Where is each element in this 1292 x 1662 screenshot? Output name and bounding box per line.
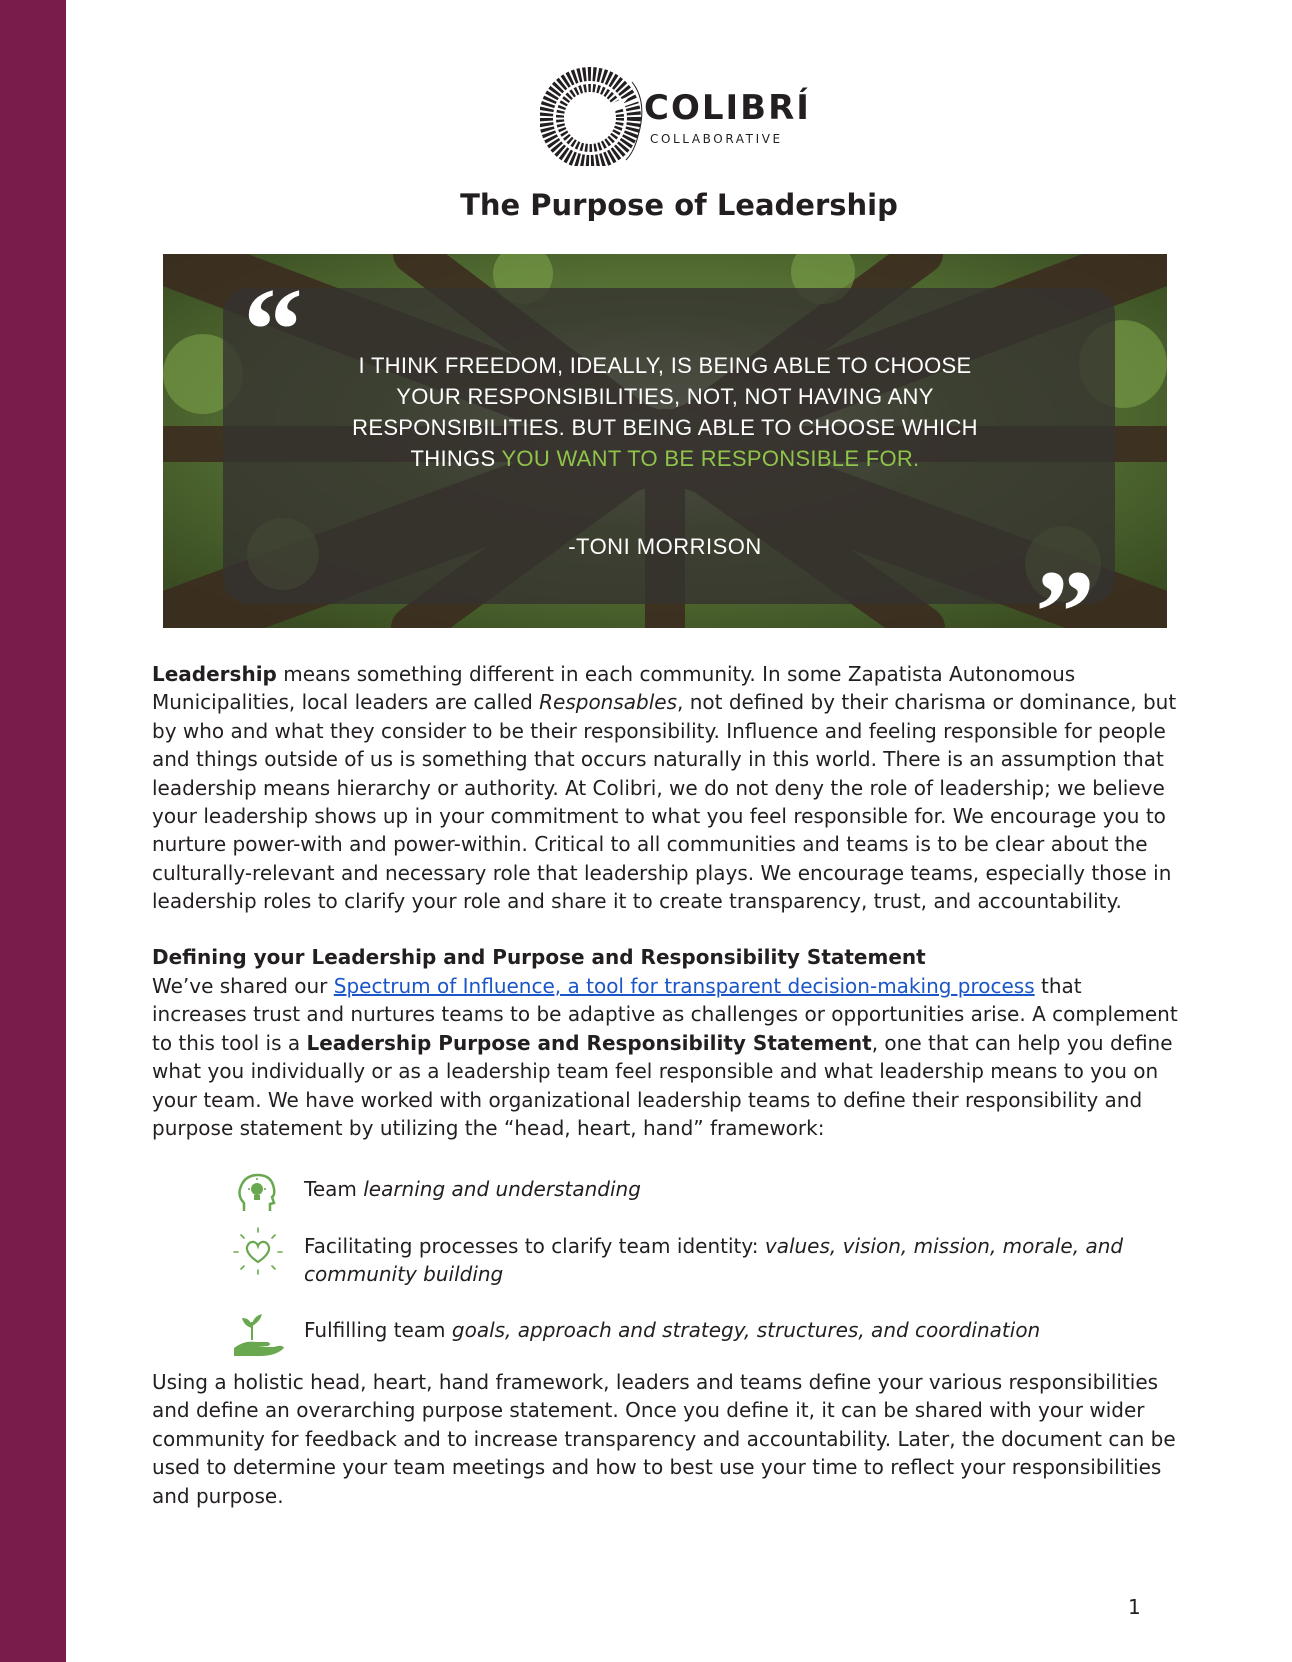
quote-banner	[163, 254, 1167, 628]
page-title: The Purpose of Leadership	[460, 188, 898, 222]
head-lightbulb-icon	[230, 1167, 286, 1223]
left-accent-bar	[0, 0, 66, 1662]
quote-highlight: YOU WANT TO BE RESPONSIBLE FOR.	[501, 446, 920, 471]
quote-line-4	[263, 443, 1067, 474]
intro-bold-lead: Leadership	[152, 662, 277, 686]
framework-text-heart	[304, 1232, 1124, 1289]
framework-plain-head: Team	[304, 1177, 364, 1201]
quote-line-3: RESPONSIBILITIES. BUT BEING ABLE TO CHOOSE WHICH	[352, 415, 978, 440]
intro-italic-term: Responsables	[539, 690, 678, 715]
logo-wordmark: COLIBRÍ	[644, 88, 811, 128]
section-text-b: that increases trust and nurtures teams to be adaptive as challenges or opportunities arise. A complement to this tool is a	[152, 974, 1178, 1055]
framework-text-head	[304, 1175, 1124, 1203]
page-number: 1	[1128, 1595, 1141, 1619]
closing-paragraph: Using a holistic head, heart, hand framework, leaders and teams define your various responsibilities and define an overarching purpose statement. Once you define it, it can be shared with your wider community for feedback and to increase transparency and accountability. Later, the document can be used to determine your team meetings and how to best use your time to reflect your responsibilities and purpose.	[152, 1370, 1176, 1508]
section-bold-term: Leadership Purpose and Responsibility Statement	[306, 1030, 872, 1055]
framework-item-heart	[230, 1224, 1130, 1287]
framework-plain-heart: Facilitating processes to clarify team identity:	[304, 1234, 765, 1258]
framework-italic-heart: values, vision, mission, morale, and community building	[304, 1234, 1124, 1287]
intro-paragraph	[152, 660, 1182, 916]
framework-plain-hand: Fulfilling team	[304, 1318, 452, 1342]
framework-italic-head: learning and understanding	[363, 1177, 641, 1201]
close-quote-mark: ”	[1035, 545, 1095, 628]
open-quote-mark: “	[243, 263, 303, 396]
intro-text-b: , not defined by their charisma or dominance, but by who and what they consider to be their responsibility. Influence and feeling responsible for people and things outside of us is something that occurs naturally in this world. There is an assumption that leadership means hierarchy or authority. At Colibri, we do not deny the role of leadership; we believe your leadership shows up in your commitment to what you feel responsible for. We encourage you to nurture power-with and power-within. Critical to all communities and teams is to be clear about the culturally-relevant and necessary role that leadership plays. We encourage teams, especially those in leadership roles to clarify your role and share it to create transparency, trust, and accountability.	[152, 690, 1177, 914]
section-text-c: , one that can help you define what you individually or as a leadership team feel responsible and what leadership means to you on your team. We have worked with organizational leadership teams to define their responsibility and purpose statement by utilizing the “head, heart, hand” framework:	[152, 1030, 1173, 1141]
quote-text	[263, 350, 1067, 474]
colibri-logo	[540, 66, 811, 166]
quote-line-2: YOUR RESPONSIBILITIES, NOT, NOT HAVING ANY	[396, 384, 934, 409]
section-paragraph	[152, 972, 1182, 1142]
section-text-a: We’ve shared our	[152, 974, 334, 998]
spectrum-of-influence-link[interactable]: Spectrum of Influence, a tool for transparent decision-making process	[333, 974, 1035, 998]
quote-line-1: I THINK FREEDOM, IDEALLY, IS BEING ABLE TO CHOOSE	[358, 353, 972, 378]
framework-italic-hand: goals, approach and strategy, structures, and coordination	[451, 1318, 1041, 1342]
heart-icon	[230, 1224, 286, 1280]
logo-tagline: COLLABORATIVE	[650, 132, 783, 146]
hummingbird-logo-icon	[540, 66, 650, 166]
framework-item-head	[230, 1167, 1130, 1223]
intro-text-a: means something different in each community. In some Zapatista Autonomous Municipalities, local leaders are called	[152, 662, 1076, 715]
hand-sprout-icon	[230, 1308, 286, 1364]
quote-author: -TONI MORRISON	[568, 534, 762, 559]
framework-text-hand	[304, 1316, 1124, 1344]
section-heading: Defining your Leadership and Purpose and Responsibility Statement	[152, 945, 926, 969]
framework-item-hand	[230, 1308, 1130, 1364]
quote-line-4-start: THINGS	[410, 446, 502, 471]
